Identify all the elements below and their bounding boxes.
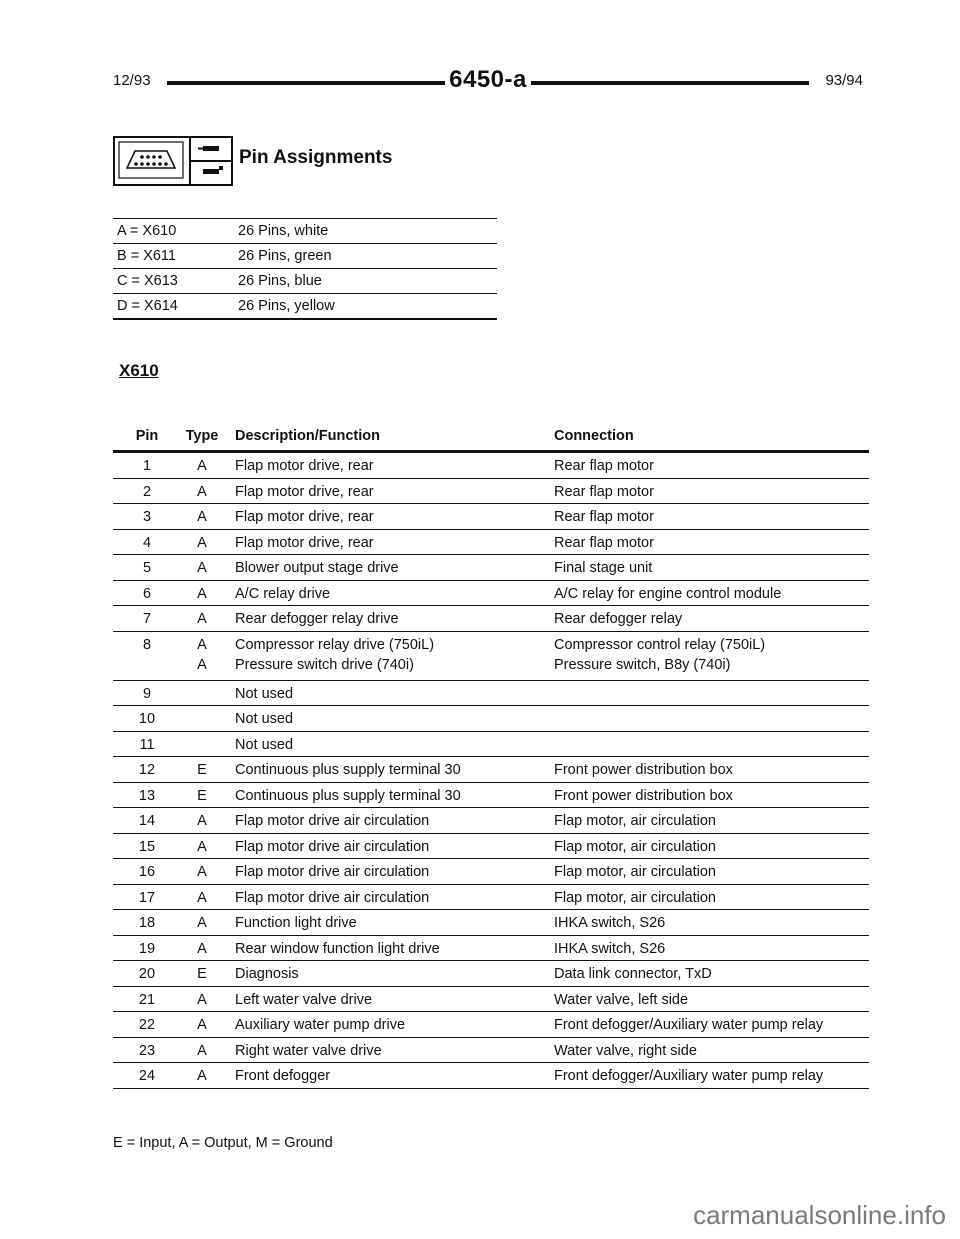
pin-number — [113, 990, 181, 1010]
header-pin: Pin — [135, 428, 159, 444]
pin-number-text: 3 — [142, 509, 152, 525]
pin-connection-text: Front power distribution box — [554, 787, 733, 804]
pin-connection — [554, 939, 869, 959]
pin-type-text: A — [197, 656, 207, 673]
pin-type — [181, 1066, 223, 1086]
pin-number-text: 12 — [138, 762, 156, 778]
pin-connection — [554, 635, 869, 675]
pin-type-text: A — [197, 534, 207, 551]
pin-description — [223, 584, 554, 604]
table-row — [113, 1063, 869, 1089]
header-connection: Connection — [554, 428, 634, 444]
pin-connection — [554, 811, 869, 831]
pin-connection-text: Compressor control relay (750iL) — [554, 636, 766, 653]
pin-description-text: Not used — [235, 736, 294, 753]
pin-description — [223, 558, 554, 578]
pin-type — [181, 990, 223, 1010]
pin-description-text: Left water valve drive — [235, 991, 373, 1008]
pin-type-text: A — [197, 864, 207, 880]
table-row — [113, 706, 869, 732]
pin-connection-text: Water valve, right side — [554, 1042, 697, 1059]
pin-type-text: A — [197, 585, 207, 602]
pin-connection — [554, 760, 869, 780]
pin-description — [223, 684, 554, 704]
pin-number — [113, 533, 181, 553]
pin-type-text: A — [197, 940, 207, 957]
pin-type — [181, 1041, 223, 1061]
table-row — [113, 783, 869, 809]
pin-connection-text: IHKA switch, S26 — [554, 915, 666, 931]
pin-description-text: Rear defogger relay drive — [235, 611, 399, 627]
pin-connection — [554, 964, 869, 984]
pin-number — [113, 939, 181, 959]
pin-number-text: 6 — [142, 585, 152, 602]
pin-description — [223, 507, 554, 527]
pin-number — [113, 786, 181, 806]
pin-connection — [554, 990, 869, 1010]
pin-type — [181, 609, 223, 629]
pin-description-text: Pressure switch drive (740i) — [235, 656, 414, 673]
pin-number-text: 23 — [138, 1042, 156, 1059]
pin-description-text: Function light drive — [235, 915, 357, 931]
pin-connection — [554, 1066, 869, 1086]
pin-description — [223, 635, 554, 675]
pin-description — [223, 533, 554, 553]
pin-number — [113, 1041, 181, 1061]
pin-type-icon — [189, 136, 233, 186]
pin-number — [113, 811, 181, 831]
pin-description-text: Diagnosis — [235, 966, 299, 982]
table-row — [113, 859, 869, 885]
pin-type-text: A — [197, 1068, 207, 1084]
pin-description — [223, 811, 554, 831]
document-number: 6450-a — [449, 66, 527, 93]
pin-description — [223, 786, 554, 806]
pin-type — [181, 837, 223, 857]
table-row — [113, 757, 869, 783]
pin-description — [223, 990, 554, 1010]
pin-connection — [554, 507, 869, 527]
table-row — [113, 885, 869, 911]
connector-description: 26 Pins, yellow — [238, 298, 335, 314]
table-row — [113, 910, 869, 936]
pin-type — [181, 964, 223, 984]
connector-description: 26 Pins, white — [238, 223, 329, 239]
pin-type-text: A — [197, 458, 207, 474]
pin-description-text: Flap motor drive air circulation — [235, 838, 430, 855]
pin-number-text: 10 — [138, 711, 156, 727]
pin-type — [181, 888, 223, 908]
pin-number — [113, 609, 181, 629]
pin-connection — [554, 1015, 869, 1035]
pin-number — [113, 862, 181, 882]
pin-type-text: A — [197, 483, 207, 500]
pin-description — [223, 1066, 554, 1086]
pin-assignment-table — [113, 422, 869, 1089]
connector-icon — [113, 136, 191, 186]
pin-type-text: A — [197, 1042, 207, 1059]
pin-type-text: A — [197, 838, 207, 855]
pin-type — [181, 507, 223, 527]
page-header — [113, 66, 863, 96]
pin-number — [113, 635, 181, 655]
pin-number-text: 7 — [142, 611, 152, 627]
pin-number-text: 1 — [142, 458, 152, 474]
pin-connection-text: Pressure switch, B8y (740i) — [554, 656, 731, 673]
pin-connection — [554, 888, 869, 908]
pin-connection-text: IHKA switch, S26 — [554, 940, 666, 957]
pin-connection-text: Rear flap motor — [554, 483, 654, 500]
pin-description-text: Flap motor drive air circulation — [235, 864, 430, 880]
table-row — [113, 244, 497, 269]
pin-number — [113, 913, 181, 933]
pin-number-text: 5 — [142, 560, 152, 576]
pin-type — [181, 811, 223, 831]
pin-type-text: E — [197, 966, 207, 982]
pin-type-text: A — [197, 636, 207, 653]
pin-description — [223, 964, 554, 984]
table-row — [113, 269, 497, 294]
pin-description-text: Flap motor drive, rear — [235, 534, 374, 551]
pin-description-text: A/C relay drive — [235, 585, 331, 602]
pin-description-text: Not used — [235, 685, 294, 702]
pin-description-text: Auxiliary water pump drive — [235, 1017, 406, 1033]
table-row — [113, 632, 869, 681]
header-rule-right — [531, 81, 809, 85]
table-row — [113, 1012, 869, 1038]
pin-connection — [554, 533, 869, 553]
pin-connection-text: Flap motor, air circulation — [554, 813, 716, 829]
table-row — [113, 681, 869, 707]
pin-number — [113, 964, 181, 984]
pin-description-text: Right water valve drive — [235, 1042, 382, 1059]
pin-number-text: 22 — [138, 1017, 156, 1033]
pin-number — [113, 482, 181, 502]
header-date-right: 93/94 — [825, 72, 863, 89]
table-row — [113, 732, 869, 758]
pin-connection-text: Rear defogger relay — [554, 611, 683, 627]
pin-number-text: 21 — [138, 991, 156, 1008]
pin-description-text: Flap motor drive, rear — [235, 458, 374, 474]
table-row — [113, 808, 869, 834]
watermark: carmanualsonline.info — [693, 1200, 946, 1230]
pin-type-text: A — [197, 915, 207, 931]
pin-number — [113, 760, 181, 780]
table-row — [113, 581, 869, 607]
pin-description — [223, 456, 554, 476]
table-row — [113, 555, 869, 581]
pin-description-text: Not used — [235, 711, 294, 727]
pin-number — [113, 456, 181, 476]
pin-number — [113, 1066, 181, 1086]
pin-type-text: E — [197, 762, 207, 778]
legend-note: E = Input, A = Output, M = Ground — [113, 1135, 333, 1151]
pin-number-text: 19 — [138, 940, 156, 957]
pin-description-text: Flap motor drive air circulation — [235, 813, 430, 829]
pin-type — [181, 456, 223, 476]
pin-description-text: Rear window function light drive — [235, 940, 440, 957]
pin-connection-text: Final stage unit — [554, 560, 653, 576]
header-description: Description/Function — [235, 428, 380, 444]
pin-connection — [554, 862, 869, 882]
pin-number — [113, 558, 181, 578]
pin-connection — [554, 1041, 869, 1061]
pin-type — [181, 939, 223, 959]
pin-connection — [554, 482, 869, 502]
table-row — [113, 987, 869, 1013]
header-date-left: 12/93 — [113, 72, 151, 89]
header-rule-left — [167, 81, 445, 85]
table-row — [113, 961, 869, 987]
connector-table — [113, 218, 497, 320]
pin-description — [223, 735, 554, 755]
table-row — [113, 219, 497, 244]
pin-description — [223, 913, 554, 933]
pin-number-text: 8 — [142, 636, 152, 653]
pin-type — [181, 482, 223, 502]
pin-type-text: A — [197, 889, 207, 906]
pin-description-text: Blower output stage drive — [235, 560, 399, 576]
pin-number-text: 17 — [138, 889, 156, 906]
pin-description — [223, 760, 554, 780]
pin-description — [223, 862, 554, 882]
pin-number-text: 4 — [142, 534, 152, 551]
pin-description — [223, 709, 554, 729]
pin-number — [113, 1015, 181, 1035]
table-row — [113, 834, 869, 860]
table-row — [113, 479, 869, 505]
pin-type — [181, 584, 223, 604]
pin-number-text: 13 — [138, 787, 156, 804]
pin-number — [113, 837, 181, 857]
pin-type-text: A — [197, 560, 207, 576]
header-type: Type — [185, 428, 219, 444]
pin-description — [223, 1015, 554, 1035]
pin-connection-text: Flap motor, air circulation — [554, 889, 716, 906]
pin-description — [223, 609, 554, 629]
table-row — [113, 1038, 869, 1064]
pin-number — [113, 735, 181, 755]
pin-number — [113, 684, 181, 704]
pin-description-text: Compressor relay drive (750iL) — [235, 636, 435, 653]
pin-type — [181, 862, 223, 882]
connector-id: C = X613 — [117, 273, 178, 289]
connector-id: B = X611 — [117, 248, 176, 264]
table-row — [113, 294, 497, 320]
connector-description: 26 Pins, green — [238, 248, 332, 264]
pin-type — [181, 1015, 223, 1035]
pin-type — [181, 786, 223, 806]
table-row — [113, 530, 869, 556]
table-row — [113, 936, 869, 962]
pin-connection — [554, 558, 869, 578]
pin-connection-text: Data link connector, TxD — [554, 966, 712, 982]
pin-description-text: Flap motor drive, rear — [235, 509, 374, 525]
pin-connection-text: Flap motor, air circulation — [554, 838, 716, 855]
pin-type-text: A — [197, 509, 207, 525]
pin-connection-text: Flap motor, air circulation — [554, 864, 716, 880]
pin-connection-text: Front defogger/Auxiliary water pump relay — [554, 1017, 824, 1033]
pin-type-text: A — [197, 991, 207, 1008]
pin-number-text: 18 — [138, 915, 156, 931]
pin-number-text: 24 — [138, 1068, 156, 1084]
pin-connection-text: Rear flap motor — [554, 458, 654, 474]
pin-number — [113, 709, 181, 729]
pin-connection — [554, 913, 869, 933]
connector-id: A = X610 — [117, 223, 177, 239]
pin-type — [181, 760, 223, 780]
connector-description: 26 Pins, blue — [238, 273, 322, 289]
connector-subheading: X610 — [119, 361, 159, 380]
pin-connection — [554, 584, 869, 604]
connector-id: D = X614 — [117, 298, 178, 314]
pin-connection-text: Water valve, left side — [554, 991, 689, 1008]
pin-connection-text: Front defogger/Auxiliary water pump relay — [554, 1068, 824, 1084]
pin-number — [113, 888, 181, 908]
pin-description-text: Flap motor drive, rear — [235, 483, 374, 500]
pin-connection-text: Rear flap motor — [554, 534, 654, 551]
pin-description — [223, 939, 554, 959]
table-row — [113, 453, 869, 479]
pin-description — [223, 837, 554, 857]
pin-description-text: Flap motor drive air circulation — [235, 889, 430, 906]
pin-number — [113, 584, 181, 604]
pin-type — [181, 635, 223, 675]
pin-type-text: A — [197, 813, 207, 829]
section-title: Pin Assignments — [239, 147, 393, 168]
pin-connection — [554, 837, 869, 857]
pin-connection-text: Rear flap motor — [554, 509, 654, 525]
pin-number-text: 20 — [138, 966, 156, 982]
table-row — [113, 504, 869, 530]
pin-type — [181, 913, 223, 933]
pin-description — [223, 1041, 554, 1061]
pin-connection-text: Front power distribution box — [554, 762, 733, 778]
pin-type — [181, 558, 223, 578]
pin-number-text: 16 — [138, 864, 156, 880]
pin-description — [223, 888, 554, 908]
pin-connection — [554, 609, 869, 629]
pin-number-text: 15 — [138, 838, 156, 855]
pin-connection — [554, 786, 869, 806]
pin-type — [181, 533, 223, 553]
pin-connection — [554, 456, 869, 476]
table-body — [113, 453, 869, 1089]
pin-number-text: 11 — [139, 736, 155, 753]
pin-number-text: 9 — [142, 685, 152, 702]
table-row — [113, 606, 869, 632]
pin-number-text: 14 — [138, 813, 156, 829]
pin-number-text: 2 — [142, 483, 152, 500]
pin-type-text: E — [197, 787, 207, 804]
pin-number — [113, 507, 181, 527]
pin-type-text: A — [197, 1017, 207, 1033]
pin-description-text: Continuous plus supply terminal 30 — [235, 787, 461, 804]
pin-description — [223, 482, 554, 502]
pin-type-text: A — [197, 611, 207, 627]
table-header — [113, 422, 869, 453]
pin-description-text: Front defogger — [235, 1068, 331, 1084]
pin-description-text: Continuous plus supply terminal 30 — [235, 762, 461, 778]
pin-connection-text: A/C relay for engine control module — [554, 585, 782, 602]
